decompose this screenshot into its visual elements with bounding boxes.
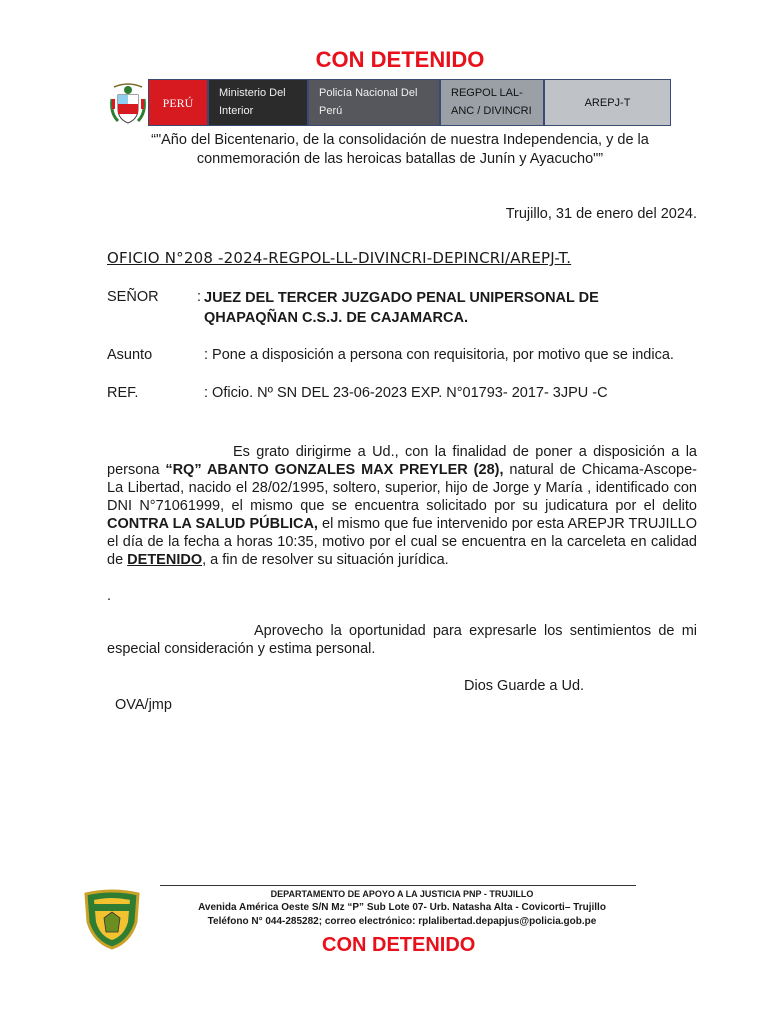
header-cell-ministerio: Ministerio Del Interior [208,79,308,126]
body-text-4: , a fin de resolver su situación jurídica. [202,552,449,568]
reference-label: REF. [107,385,139,401]
peru-coat-of-arms-icon [108,79,148,129]
closing-paragraph [107,622,697,658]
recipient-label: SEÑOR [107,289,159,305]
footer-department: DEPARTAMENTO DE APOYO A LA JUSTICIA PNP - TRUJILLO [270,889,534,899]
farewell: Dios Guarde a Ud. [464,678,585,694]
oficio-number: OFICIO N°208 -2024-REGPOL-LL-DIVINCRI-DEPINCRI/AREPJ-T. [107,249,572,267]
year-motto: “"Año del Bicentenario, de la consolidación de nuestra Independencia, y de la conmemoración de las heroicas batallas de Junín y Ayacucho"” [151,132,649,167]
top-banner: CON DETENIDO [315,47,485,72]
document-date: Trujillo, 31 de enero del 2024. [505,206,697,222]
body-dot: . [107,588,112,604]
initials: OVA/jmp [115,697,172,713]
detention-status: DETENIDO [127,552,203,568]
header-cell-policia: Policía Nacional Del Perú [308,79,440,126]
police-shield-icon [84,888,140,950]
header-cell-arepj: AREPJ-T [544,79,671,126]
body-paragraph [107,443,697,569]
footer-address: Avenida América Oeste S/N Mz “P” Sub Lote 07- Urb. Natasha Alta - Covicorti– Trujillo [198,902,606,913]
header-cell-peru: PERÚ [148,79,208,126]
subject-label: Asunto [107,347,153,363]
recipient-value: JUEZ DEL TERCER JUZGADO PENAL UNIPERSONAL DE QHAPAQÑAN C.S.J. DE CAJAMARCA. [204,290,599,326]
recipient-colon: : [197,289,202,305]
closing-text: Aprovecho la oportunidad para expresarle los sentimientos de mi especial consideración y estima personal. [107,623,697,657]
footer-contact: Teléfono N° 044-285282; correo electrónico: rplalibertad.depapjus@policia.gob.pe [207,916,597,927]
header-cell-regpol: REGPOL LAL-ANC / DIVINCRI [440,79,544,126]
bottom-banner: CON DETENIDO [322,934,476,956]
body-text-3: el mismo que fue intervenido por esta AREPJR TRUJILLO el día de la fecha a horas 10:35, motivo por el cual se encuentra en la carceleta en calidad de [107,516,697,568]
subject-value: : Pone a disposición a persona con requisitoria, por motivo que se indica. [204,347,674,363]
reference-value: : Oficio. Nº SN DEL 23-06-2023 EXP. N°01793- 2017- 3JPU -C [204,385,608,401]
footer-divider [160,885,636,886]
crime-name: CONTRA LA SALUD PÚBLICA, [107,516,318,532]
body-text-2: natural de Chicama-Ascope- La Libertad, nacido el 28/02/1995, soltero, superior, hijo de Jorge y María , identificado con DNI N°71061999, el mismo que se encuentra solicitado por su judicatura por el delito [107,462,697,514]
body-text-1: Es grato dirigirme a Ud., con la finalidad de poner a disposición a la persona [107,444,697,478]
person-name: “RQ” ABANTO GONZALES MAX PREYLER (28), [165,462,504,478]
